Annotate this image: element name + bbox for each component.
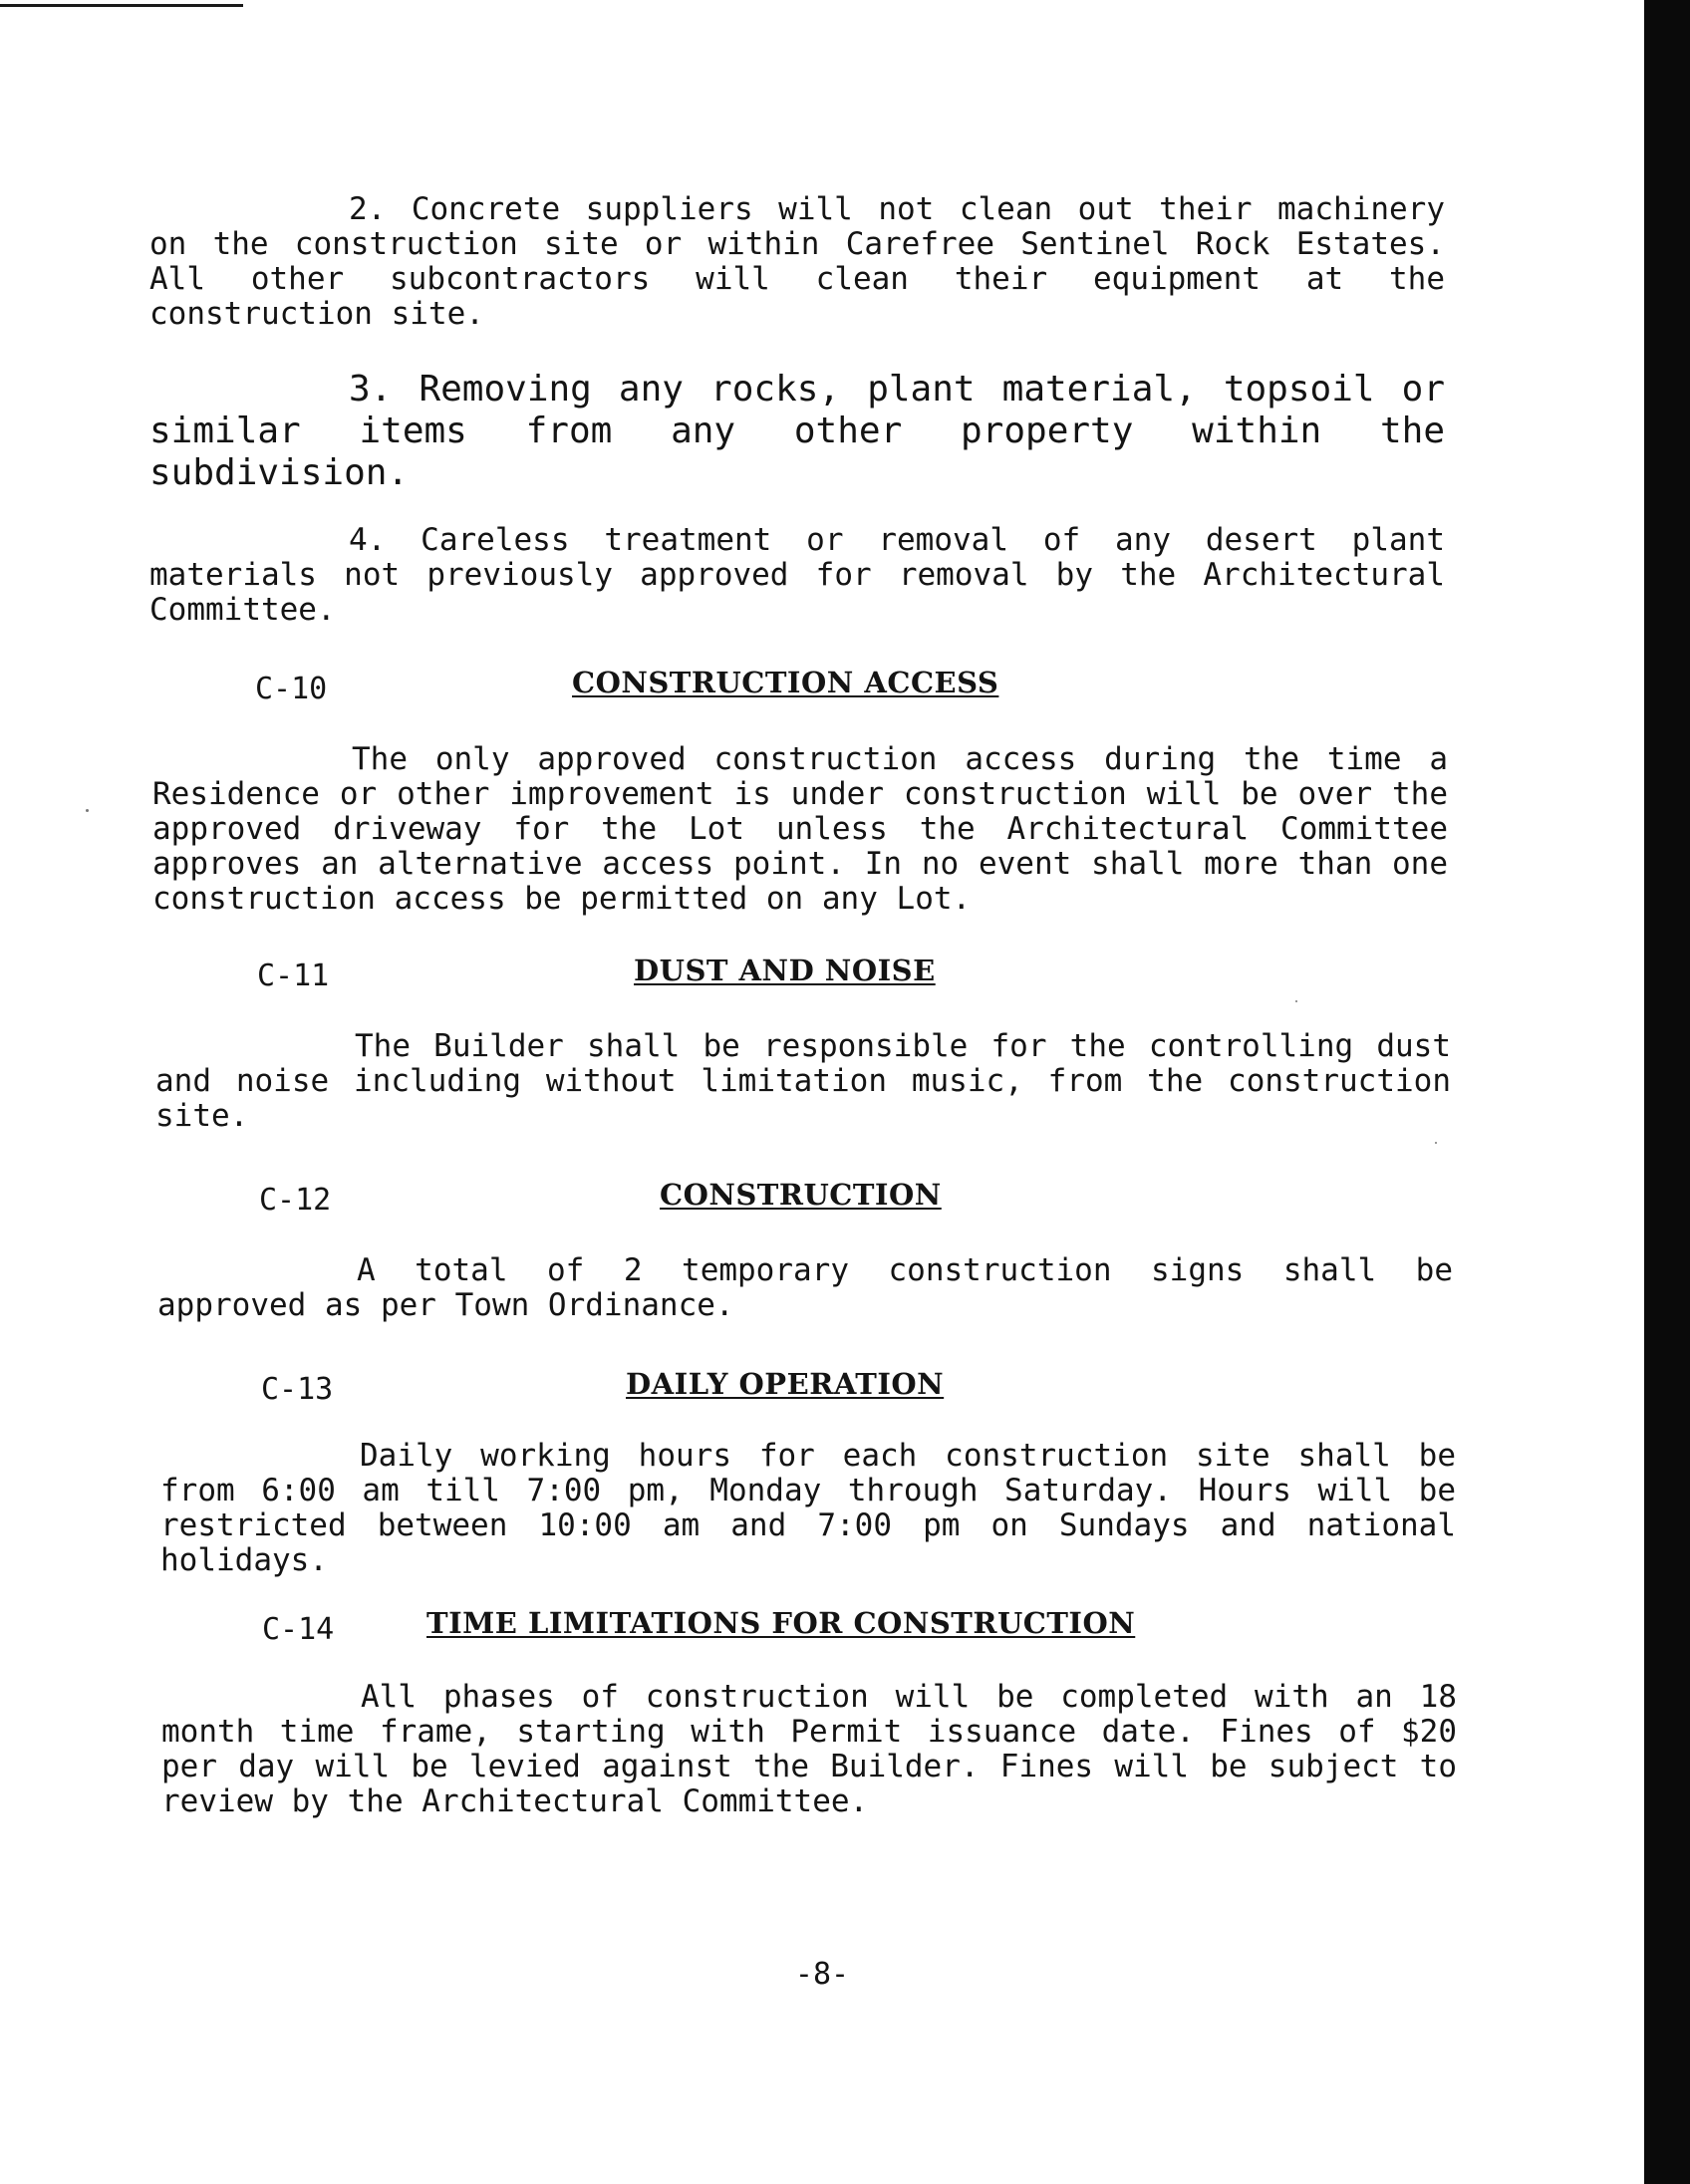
top-edge-rule [0, 4, 243, 7]
section-number: C-12 [259, 1183, 332, 1218]
section-title: CONSTRUCTION [660, 1178, 942, 1212]
section-title: CONSTRUCTION ACCESS [572, 666, 999, 699]
section-number: C-14 [262, 1612, 335, 1647]
section-body: A total of 2 temporary construction signs shall be approved as per Town Ordinance. [157, 1252, 1453, 1323]
scan-right-edge [1644, 0, 1690, 2184]
item-3-paragraph: 3. Removing any rocks, plant material, topsoil or similar items from any other property within the subdivision. [149, 369, 1445, 493]
section-number: C-10 [255, 672, 328, 706]
section-body: All phases of construction will be completed with an 18 month time frame, starting with Permit issuance date. Fines of $20 per day will be levied against the Builder. Fines will be subject to review by the Architectural Committee. [161, 1679, 1457, 1819]
page-number: -8- [794, 1957, 850, 1992]
item-4-paragraph: 4. Careless treatment or removal of any desert plant materials not previously approved for removal by the Architectural Committee. [149, 522, 1445, 628]
section-title: TIME LIMITATIONS FOR CONSTRUCTION [426, 1606, 1136, 1640]
section-body: The Builder shall be responsible for the controlling dust and noise including without limitation music, from the construction site. [155, 1028, 1451, 1134]
section-title: DUST AND NOISE [634, 954, 936, 987]
scan-speck [86, 809, 89, 812]
section-body: The only approved construction access during the time a Residence or other improvement is under construction will be over the approved driveway for the Lot unless the Architectural Committee approves an alternative access point. In no event shall more than one construction access be permitted on any Lot. [152, 741, 1448, 917]
section-title: DAILY OPERATION [626, 1367, 945, 1401]
section-number: C-11 [257, 958, 330, 993]
item-2-paragraph: 2. Concrete suppliers will not clean out their machinery on the construction site or within Carefree Sentinel Rock Estates. All other subcontractors will clean their equipment at the construction site. [149, 191, 1445, 332]
scan-speck [1295, 1000, 1297, 1002]
section-number: C-13 [261, 1372, 334, 1407]
section-body: Daily working hours for each construction site shall be from 6:00 am till 7:00 pm, Monday through Saturday. Hours will be restricted between 10:00 am and 7:00 pm on Sundays and national holidays. [160, 1438, 1456, 1578]
scan-speck [1435, 1142, 1437, 1144]
